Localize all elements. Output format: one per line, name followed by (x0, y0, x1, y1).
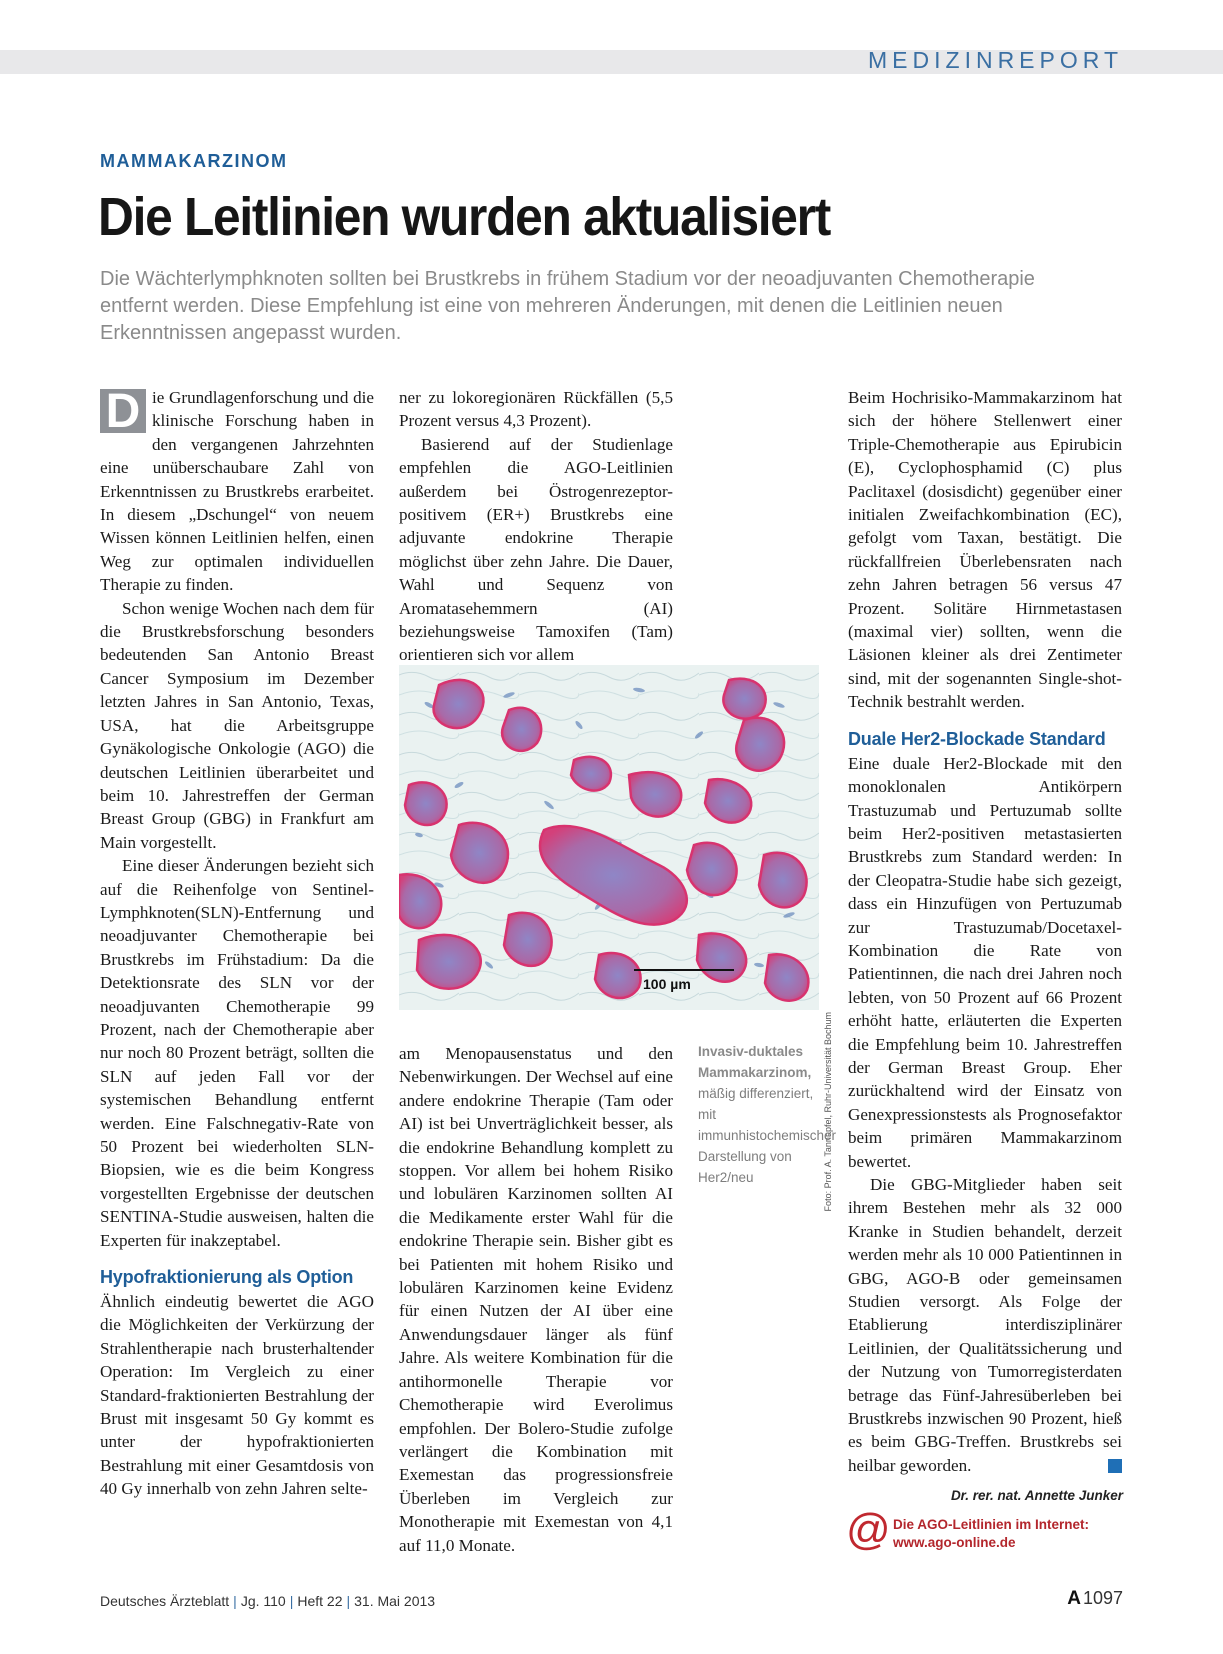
journal-issue: Heft 22 (297, 1593, 343, 1609)
subheading: Hypofraktionierung als Option (100, 1267, 354, 1288)
figure-caption (698, 1041, 837, 1188)
paragraph: ner zu lokoregionären Rückfällen (5,5 Prozent versus 4,3 Prozent). (399, 388, 673, 431)
paragraph: am Menopausenstatus und den Nebenwirkungen. Der Wechsel auf eine andere endokrine Therapie (Tam oder AI) ist bei Unverträglichkeit besser, als die endokrine Behandlung komplett zu stoppen. Vor allem bei hohem Risiko und lobulären Karzinomen sollten AI die Medikamente erster Wahl für die endokrine Therapie sein. Bisher gibt es bei Patienten mit hohem Risiko und lobulären Karzinomen keine Evidenz für einen Nutzen der AI über eine Anwendungsdauer länger als fünf Jahre. Als weitere Kombination für die antihormonelle Therapie vor Chemotherapie wird Everolimus empfohlen. Der Bolero-Studie zufolge verlängert die Kombination mit Exemestan das progressionsfreie Überleben im Vergleich zur Monotherapie mit Exemestan von 4,1 auf 11,0 Monate. (399, 1044, 673, 1555)
web-reference-label: Die AGO-Leitlinien im Internet: (893, 1517, 1090, 1532)
paragraph: Schon wenige Wochen nach dem für die Brustkrebsforschung besonders bedeutenden San Antonio Breast Cancer Symposium im Dezember letzten Jahres in San Antonio, Texas, USA, hat die Arbeitsgruppe Gynäkologische Onkologie (AGO) die deutschen Leitlinien überarbeitet und beim 10. Jahrestreffen der German Breast Group (GBG) in Frankfurt am Main vorgestellt. (100, 598, 374, 852)
column-2-lower (399, 1042, 673, 1557)
column-2-upper (399, 386, 673, 667)
author-byline: Dr. rer. nat. Annette Junker (950, 1488, 1123, 1503)
web-reference-url[interactable]: www.ago-online.de (893, 1535, 1016, 1550)
paragraph: Ähnlich eindeutig bewertet die AGO die Möglichkeiten der Verkürzung der Strahlentherapie nach brusterhaltender Operation: Im Vergleich zu einer Standard-fraktionierten Bestrahlung der Brust mit insgesamt 50 Gy kommt es unter der hypofraktionierten Bestrahlung mit einer Gesamtdosis von 40 Gy innerhalb von zehn Jahren selte- (100, 1292, 374, 1499)
page-number: A 1097 (1067, 1588, 1123, 1609)
caption-text: mäßig differenziert, mit immunhistochemischer Darstellung von Her2/neu (698, 1086, 837, 1185)
photo-credit: Foto: Prof. A. Tannapfel, Ruhr-Universität Bochum (823, 1012, 833, 1212)
paragraph: Die GBG-Mitglieder haben seit ihrem Bestehen mehr als 32 000 Kranke in Studien behandelt, derzeit werden mehr als 10 000 Patientinnen in GBG, AGO-B oder gemeinsamen Studien versorgt. Als Folge der Etablierung interdisziplinärer Leitlinien, der Qualitätssicherung und der Nutzung von Tumorregisterdaten betrage das Fünf-Jahresüberleben bei Brustkrebs inzwischen 90 Prozent, hieß es beim GBG-Treffen. Brustkrebs sei heilbar geworden. (848, 1175, 1122, 1475)
column-3 (848, 386, 1122, 1477)
journal-volume: Jg. 110 (240, 1593, 286, 1609)
subheading: Duale Her2-Blockade Standard (848, 728, 1106, 749)
paragraph: D ie Grundlagenforschung und die klinische Forschung haben in den vergangenen Jahrzehnten eine unüberschaubare Zahl von Erkenntnissen zu Brustkrebs erarbeitet. In diesem „Dschungel“ von neuem Wissen können Leitlinien helfen, einen Weg zur optimalen individuellen Therapie zu finden. (100, 385, 374, 595)
web-reference (893, 1516, 1089, 1552)
journal-date: 31. Mai 2013 (354, 1593, 436, 1609)
footer-citation: Deutsches Ärzteblatt | Jg. 110 | Heft 22 | 31. Mai 2013 (100, 1593, 436, 1609)
paragraph: Basierend auf der Studienlage empfehlen die AGO-Leitlinien außerdem bei Östrogenrezeptor-positivem (ER+) Brustkrebs eine adjuvante endokrine Therapie möglichst über zehn Jahre. Die Dauer, Wahl und Sequenz von Aromatasehemmern (AI) beziehungsweise Tamoxifen (Tam) orientieren sich vor allem (399, 434, 673, 665)
histology-image (399, 665, 819, 1010)
article-title: Die Leitlinien wurden aktualisiert (98, 187, 830, 247)
paragraph: Eine duale Her2-Blockade mit den monoklonalen Antikörpern Trastuzumab und Pertuzumab sollte beim Her2-positiven metastasierten Brustkrebs zum Standard werden: In der Cleopatra-Studie habe sich gezeigt, dass ein Hinzufügen von Pertuzumab zur Trastuzumab/Docetaxel-Kombination die Rate von Patientinnen, die nach drei Jahren noch lebten, von 50 Prozent auf 66 Prozent erhöht hatte, erläuterten die Experten die Empfehlung beim 10. Jahrestreffen der German Breast Group. Eher zurückhaltend wird der Einsatz von Genexpressionstests als Prognosefaktor beim primären Mammakarzinom bewertet. (848, 753, 1122, 1171)
article-kicker: MAMMAKARZINOM (100, 151, 288, 171)
paragraph: Eine dieser Änderungen bezieht sich auf die Reihenfolge von Sentinel-Lymphknoten(SLN)-Entfernung und neoadjuvanter Chemotherapie bei Brustkrebs im Frühstadium: Da die Detektionsrate des SLN vor der neoadjuvanten Chemotherapie 99 Prozent, nach der Chemotherapie aber nur noch 80 Prozent beträgt, sollten die SLN auf jeden Fall vor der systemischen Behandlung entfernt werden. Eine Falschnegativ-Rate von 50 Prozent bei wiederholten SLN-Biopsien, wie es die beim Kongress vorgestellten Ergebnisse der deutschen SENTINA-Studie ausweisen, halten die Experten für inakzeptabel. (100, 856, 374, 1250)
dropcap: D (100, 389, 146, 433)
journal-name: Deutsches Ärzteblatt (100, 1593, 230, 1609)
histology-micrograph (399, 665, 819, 1010)
article-lead: Die Wächterlymphknoten sollten bei Brustkrebs in frühem Stadium vor der neoadjuvanten Chemotherapie entfernt werden. Diese Empfehlung ist eine von mehreren Änderungen, mit denen die Leitlinien neuen Erkenntnissen angepasst wurden. (100, 268, 1035, 344)
scalebar-label: 100 µm (643, 976, 691, 992)
at-sign-icon: @ (846, 1505, 891, 1554)
end-mark-icon (1108, 1459, 1122, 1473)
column-1 (100, 386, 374, 1501)
paragraph: Beim Hochrisiko-Mammakarzinom hat sich der höhere Stellenwert einer Triple-Chemotherapie aus Epirubicin (E), Cyclophosphamid (C) plus Paclitaxel (dosisdicht) gegenüber einer initialen Zweifachkombination (EC), gefolgt vom Taxan, bestätigt. Die rückfallfreien Überlebensraten nach zehn Jahren betragen 56 versus 47 Prozent. Solitäre Hirnmetastasen (maximal vier) sollten, wenn die Läsionen kleiner als drei Zentimeter sind, mit der sogenannten Single-shot-Technik bestrahlt werden. (848, 388, 1122, 712)
section-label: MEDIZINREPORT (868, 47, 1123, 73)
caption-bold: Invasiv-duktales Mammakarzinom, (698, 1044, 812, 1080)
